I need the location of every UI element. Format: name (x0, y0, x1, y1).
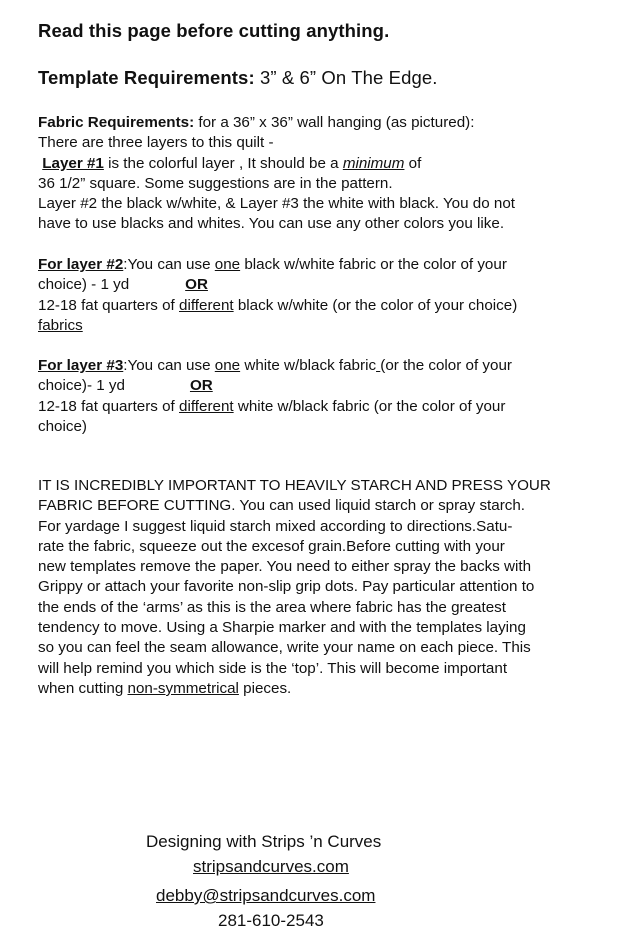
layer2-or: OR (185, 276, 208, 294)
starch-line: For yardage I suggest liquid starch mixed according to directions.Satu- (38, 517, 513, 535)
starch-line: so you can feel the seam allowance, write your name on each piece. This (38, 639, 531, 657)
layer2-different: different (179, 296, 234, 314)
starch-line-last (38, 679, 613, 699)
layer3-one: one (214, 357, 241, 374)
email-link[interactable]: debby@stripsandcurves.com (156, 886, 376, 905)
fabric-requirements-section (38, 113, 613, 235)
layer2-section (38, 255, 613, 336)
layer2-fat-quarters: 12-18 fat quarters of (38, 296, 175, 314)
read-first-heading (38, 20, 389, 42)
starch-line: the ends of the ‘arms’ as this is the area where fabric has the greatest (38, 598, 506, 616)
fabric-requirements-line-1 (38, 113, 613, 133)
starch-line: FABRIC BEFORE CUTTING. You can used liquid starch or spray starch. (38, 497, 526, 515)
layer2-3-desc-line: Layer #2 the black w/white, & Layer #3 the white with black. You do not (38, 195, 516, 213)
layer2-one: one (214, 256, 241, 273)
starch-last-text: when cutting (38, 679, 124, 697)
fabric-requirements-label: Fabric Requirements: (38, 114, 195, 131)
layer2-text-a: :You can use (123, 256, 211, 273)
layer3-yardage: choice)- 1 yd (38, 377, 125, 395)
layer2-text-b: black w/white fabric or the color of your (244, 256, 507, 273)
layer1-size-line: 36 1/2” square. Some suggestions are in the pattern. (38, 174, 393, 192)
starch-line: tendency to move. Using a Sharpie marker and with the templates laying (38, 619, 526, 637)
layer3-text-c: (or the color of your (380, 357, 512, 374)
layer3-text-a: :You can use (123, 357, 211, 374)
layer2-line-1 (38, 255, 613, 275)
layer1-label: Layer #1 (42, 154, 104, 172)
layer3-label: For layer #3 (38, 357, 124, 374)
layer2-line-3 (38, 296, 613, 316)
layer2-line3-end: black w/white (or the color of your choice) (237, 296, 518, 314)
fabric-requirements-intro: for a 36” x 36” wall hanging (as pictured): (198, 114, 475, 131)
layer3-line-2 (38, 376, 613, 396)
layer3-text-b: white w/black fabric (244, 357, 377, 374)
read-first-text: Read this page before cutting anything. (38, 20, 390, 41)
website-link[interactable]: stripsandcurves.com (193, 857, 349, 876)
layer3-fat-quarters: 12-18 fat quarters of (38, 397, 175, 415)
non-symmetrical-text: non-symmetrical (127, 679, 239, 697)
starch-line: IT IS INCREDIBLY IMPORTANT TO HEAVILY STARCH AND PRESS YOUR (38, 477, 551, 494)
layer1-text: is the colorful layer , It should be a (108, 154, 339, 172)
layer1-text-end: of (408, 154, 422, 172)
layer3-different: different (179, 397, 234, 415)
starch-line: Grippy or attach your favorite non-slip grip dots. Pay particular attention to (38, 578, 535, 596)
starch-line: new templates remove the paper. You need to either spray the backs with (38, 558, 532, 576)
layer3-line-3 (38, 397, 613, 417)
template-requirements-heading (38, 67, 437, 89)
three-layers-line: There are three layers to this quilt - (38, 134, 274, 152)
layer3-line-1 (38, 356, 613, 376)
starch-line: rate the fabric, squeeze out the excesof grain.Before cutting with your (38, 537, 505, 555)
starch-paragraph (38, 476, 613, 699)
layer2-yardage: choice) - 1 yd (38, 276, 130, 294)
colors-note-line: have to use blacks and whites. You can use any other colors you like. (38, 215, 505, 233)
template-requirements-label: Template Requirements: (38, 67, 255, 88)
starch-line: will help remind you which side is the ‘top’. This will become important (38, 659, 508, 677)
layer2-line-4 (38, 316, 613, 336)
company-name: Designing with Strips ’n Curves (146, 832, 382, 851)
layer3-line3-end: white w/black fabric (or the color of your (237, 397, 506, 415)
layer3-or: OR (189, 377, 213, 395)
layer3-section (38, 356, 613, 437)
layer3-line-4: choice) (38, 417, 87, 435)
phone-number: 281-610-2543 (218, 911, 324, 930)
layer2-line-2 (38, 275, 613, 295)
layer1-minimum: minimum (342, 154, 405, 172)
starch-last-end: pieces. (243, 679, 292, 697)
layer2-fabrics: fabrics (38, 316, 83, 334)
layer1-line (38, 154, 613, 174)
template-requirements-value: 3” & 6” On The Edge. (259, 67, 438, 88)
layer2-label: For layer #2 (38, 256, 124, 273)
